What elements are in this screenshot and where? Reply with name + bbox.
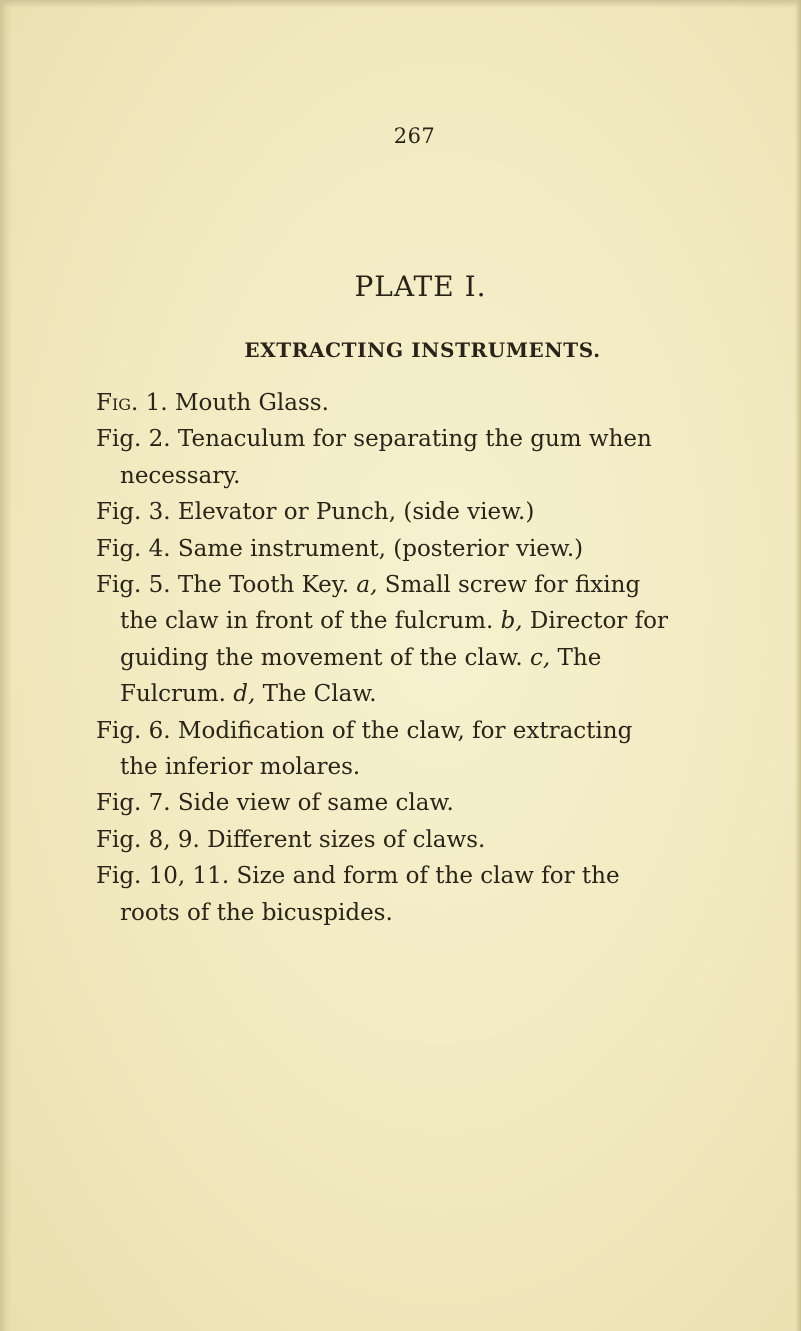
part-letter-b: b,	[500, 608, 523, 635]
figure-label: Fig. 8, 9.	[96, 826, 200, 853]
figure-description: Different sizes of claws.	[199, 826, 486, 853]
figure-entry-8	[96, 822, 674, 858]
plate-title: PLATE I.	[354, 270, 487, 303]
figure-entry-9	[96, 858, 674, 931]
figure-entry-2	[96, 421, 674, 494]
part-description-a: Small screw for fixing the claw in front of the fulcrum.	[120, 572, 641, 635]
figure-description: Mouth Glass.	[167, 390, 329, 416]
figure-entry-4	[96, 531, 674, 567]
figure-label: Fig. 5.	[96, 572, 171, 599]
figure-entry-1	[96, 385, 674, 421]
figure-description: Same instrument, (posterior view.)	[170, 535, 584, 562]
part-letter-a: a,	[356, 572, 378, 599]
figure-label: Fig. 3.	[96, 499, 171, 526]
page-number: 267	[393, 124, 436, 148]
page-right-edge-shadow	[795, 0, 801, 1331]
part-letter-d: d,	[233, 681, 256, 708]
figure-description: Modification of the claw, for extracting the inferior molares.	[120, 717, 633, 781]
part-letter-c: c,	[530, 644, 551, 671]
part-description-c: The Fulcrum.	[120, 644, 602, 708]
figure-description: The Tooth Key.	[170, 572, 357, 599]
part-description-b: Director for guiding the movement of the claw.	[120, 608, 668, 671]
figure-description: Side view of same claw.	[170, 790, 454, 817]
figure-label: Fig. 10, 11.	[96, 863, 230, 890]
figure-entry-3	[96, 494, 674, 530]
figure-entry-7	[96, 785, 674, 821]
figure-description: Size and form of the claw for the roots of the bicuspides.	[120, 863, 620, 926]
figure-label: Fig. 7.	[96, 790, 171, 817]
page-top-edge-shadow	[0, 0, 801, 8]
figure-entry-5	[96, 567, 674, 713]
figure-list	[96, 385, 674, 931]
part-description-d: The Claw.	[255, 681, 377, 708]
figure-entry-6	[96, 713, 674, 786]
figure-label: Fig. 4.	[96, 535, 171, 562]
figure-label: Fig. 6.	[96, 717, 171, 744]
section-title: EXTRACTING INSTRUMENTS.	[244, 338, 601, 362]
figure-label: Fig. 2.	[96, 426, 171, 453]
figure-description: Tenaculum for separating the gum when necessary.	[120, 426, 652, 489]
figure-label: Fig. 1.	[96, 390, 168, 416]
figure-description: Elevator or Punch, (side view.)	[170, 499, 535, 526]
page-left-edge-shadow	[0, 0, 12, 1331]
